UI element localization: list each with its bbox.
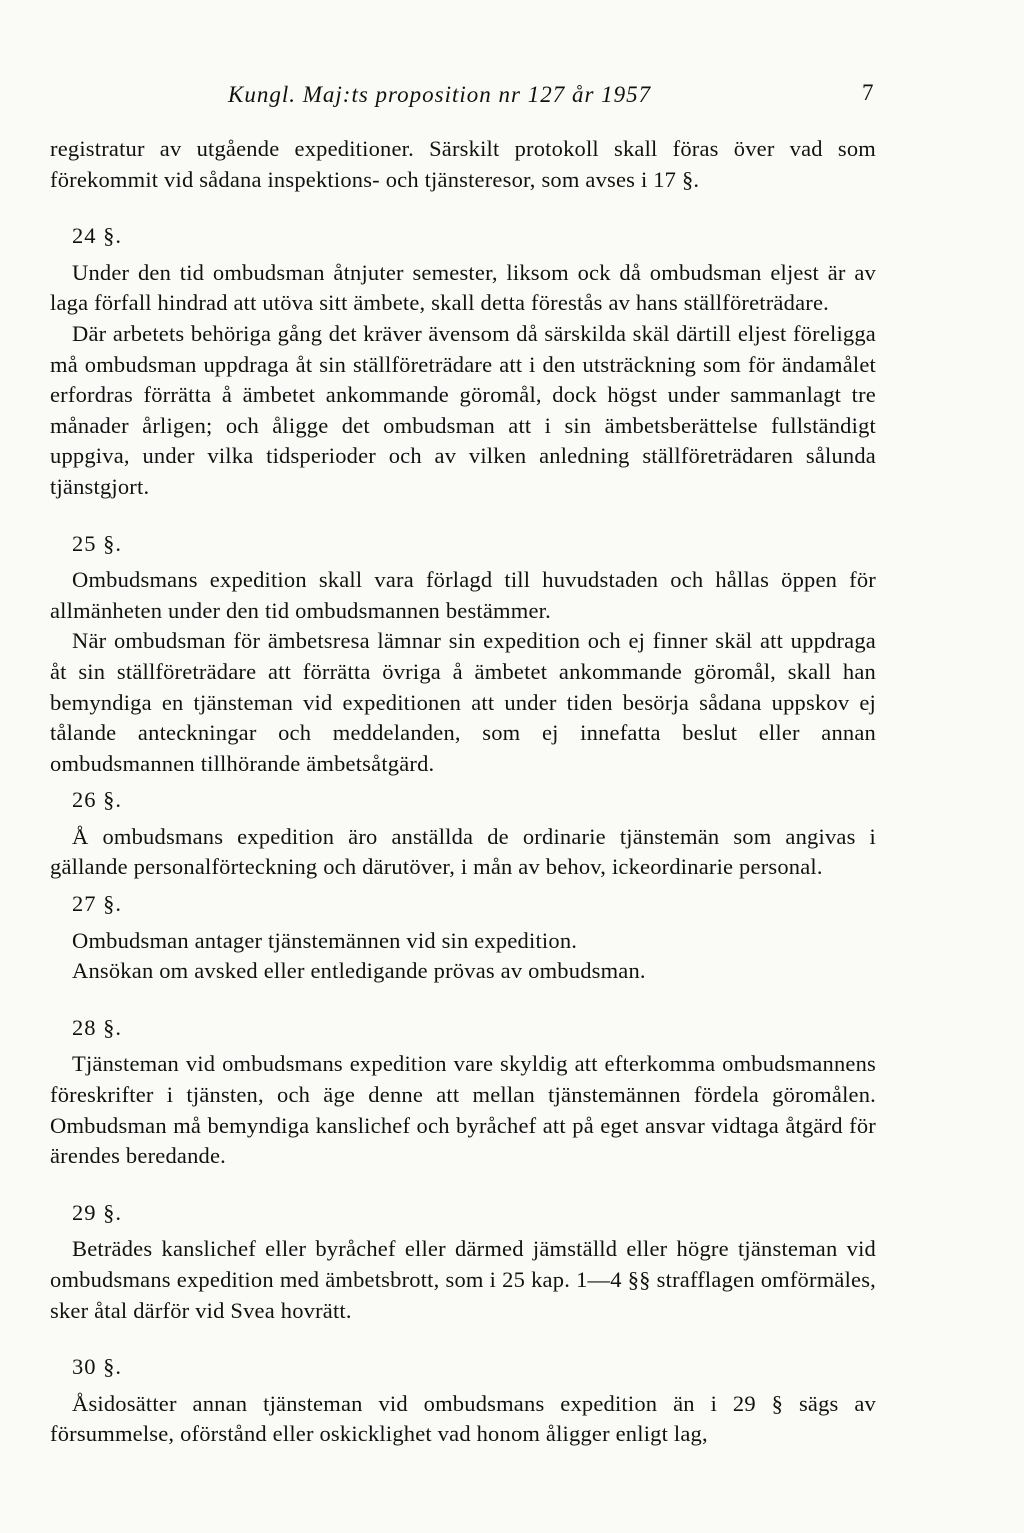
section-24 [50,221,876,502]
section-heading: 30 §. [72,1354,122,1380]
section-heading: 25 §. [72,530,122,556]
section-paragraph: Ansökan om avsked eller entledigande prövas av ombudsman. [72,958,646,984]
section-paragraph: Å ombudsmans expedition äro anställda de ordinarie tjänstemän som angivas i gällande personalförteckning och därutöver, i mån av behov, ickeordinarie personal. [50,823,876,880]
section-paragraph: Där arbetets behöriga gång det kräver ävensom då särskilda skäl därtill eljest föreligga må ombudsman uppdraga åt sin ställföreträdare att i den utsträckning som för ändamålet erfordras förrätta å ämbetet ankommande göromål, dock högst under sammanlagt tre månader årligen; och åligge det ombudsman att i sin ämbetsberättelse fullständigt uppgiva, under vilka tidsperioder och av vilken anledning ställföreträdaren sålunda tjänstgjort. [50,320,876,499]
section-heading: 28 §. [72,1014,122,1040]
section-28 [50,1013,876,1172]
section-paragraph: När ombudsman för ämbetsresa lämnar sin expedition och ej finner skäl att uppdraga åt sin ställföreträdare att förrätta övriga å ämbetet ankommande göromål, skall han bemyndiga en tjänsteman vid expeditionen att under tiden besörja sådana uppskov ej tålande anteckningar och meddelanden, som ej innefatta beslut eller annan ombudsmannen tillhörande ämbetsåtgärd. [50,628,876,776]
section-heading: 24 §. [72,223,122,249]
page-number: 7 [862,80,874,105]
section-paragraph: Åsidosätter annan tjänsteman vid ombudsmans expedition än i 29 § sägs av försummelse, oförstånd eller oskicklighet vad honom åligger enligt lag, [50,1390,876,1447]
section-25 [50,529,876,780]
section-30 [50,1352,876,1450]
section-heading: 29 §. [72,1199,122,1225]
section-paragraph: Ombudsmans expedition skall vara förlagd till huvudstaden och hållas öppen för allmänheten under den tid ombudsmannen bestämmer. [50,567,876,623]
section-paragraph: Tjänsteman vid ombudsmans expedition vare skyldig att efterkomma ombudsmannens föreskrifter i tjänsten, och äge denne att mellan tjänstemännen fördela göromålen. Ombudsman må bemyndiga kanslichef och byråchef att på eget ansvar vidtaga åtgärd för ärendes beredande. [50,1051,876,1169]
section-26 [50,785,876,883]
section-heading: 26 §. [72,787,122,813]
running-title: Kungl. Maj:ts proposition nr 127 år 1957 [228,82,652,107]
section-paragraph: Beträdes kanslichef eller byråchef eller därmed jämställd eller högre tjänsteman vid ombudsmans expedition med ämbetsbrott, som i 25 kap. 1—4 §§ strafflagen omförmäles, sker åtal därför vid Svea hovrätt. [50,1236,876,1323]
section-heading: 27 §. [72,891,122,917]
section-27 [50,889,876,987]
section-paragraph: Under den tid ombudsman åtnjuter semester, liksom ock då ombudsman eljest är av laga förfall hindrad att utöva sitt ämbete, skall detta förestås av hans ställföreträdare. [50,259,876,316]
document-body [50,134,876,1450]
intro-paragraph: registratur av utgående expeditioner. Särskilt protokoll skall föras över vad som förekommit vid sådana inspektions- och tjänsteresor, som avses i 17 §. [50,136,876,192]
section-29 [50,1198,876,1326]
section-paragraph: Ombudsman antager tjänstemännen vid sin expedition. [72,927,578,953]
